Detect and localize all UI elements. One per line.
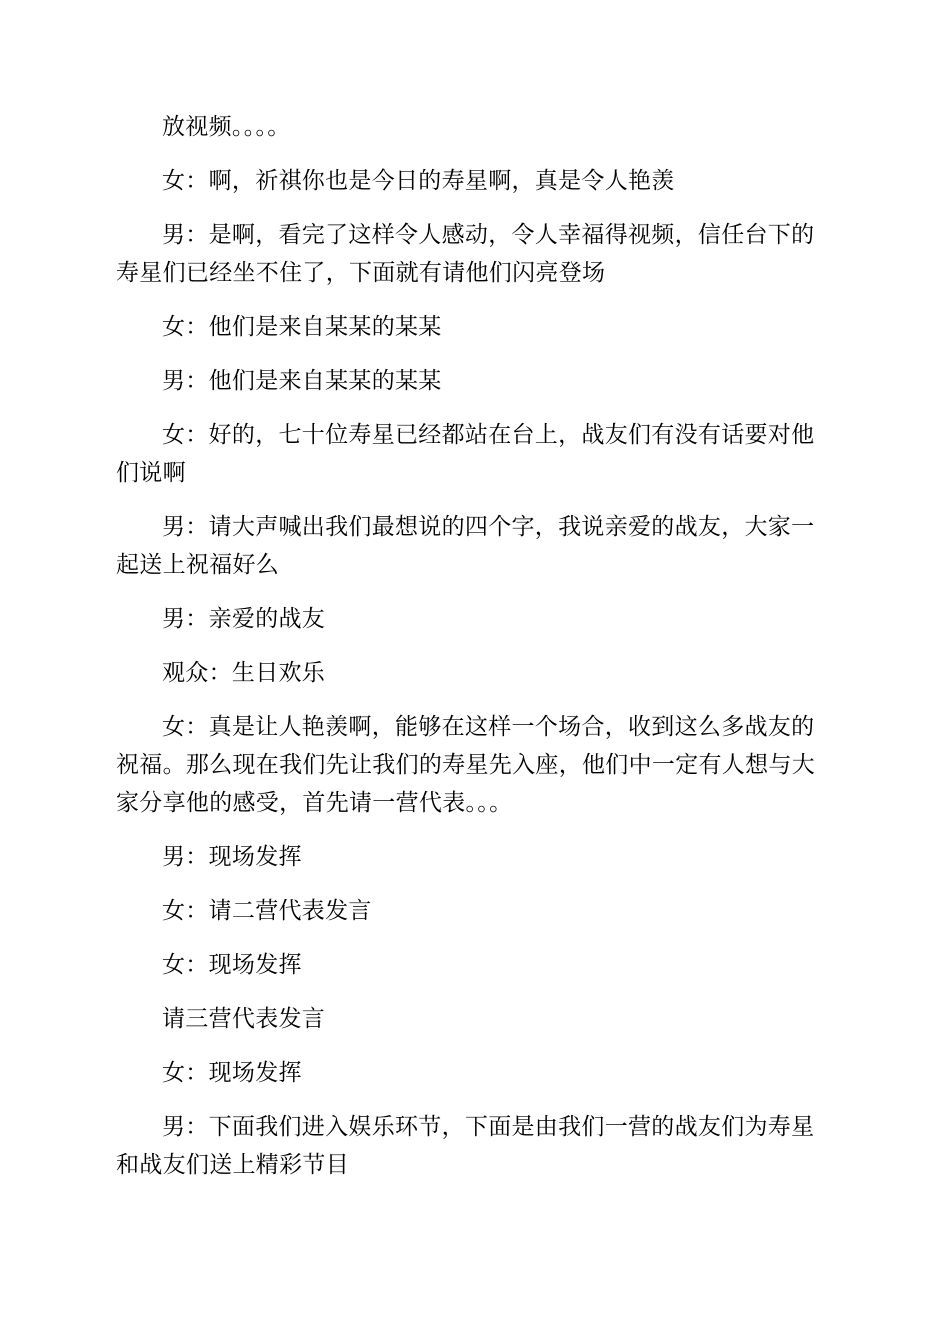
paragraph: 男：亲爱的战友 [162,606,326,632]
paragraph: 男：他们是来自某某的某某 [162,368,442,394]
paragraph: 女：真是让人艳羡啊，能够在这样一个场合，收到这么多战友的祝福。那么现在我们先让我们的寿星先入座，他们中一定有人想与大家分享他的感受，首先请一营代表。。。 [116,714,815,816]
paragraph: 请三营代表发言 [162,1006,326,1032]
paragraph: 男：现场发挥 [162,844,302,870]
paragraph: 女：好的，七十位寿星已经都站在台上，战友们有没有话要对他们说啊 [116,422,815,486]
paragraph: 男：是啊，看完了这样令人感动，令人幸福得视频，信任台下的寿星们已经坐不住了，下面就有请他们闪亮登场 [116,222,815,286]
paragraph: 女：请二营代表发言 [162,898,372,924]
paragraph: 女：现场发挥 [162,952,302,978]
paragraph: 女：啊，祈祺你也是今日的寿星啊，真是令人艳羡 [162,168,675,194]
paragraph: 女：他们是来自某某的某某 [162,314,442,340]
paragraph: 女：现场发挥 [162,1060,302,1086]
paragraph: 男：请大声喊出我们最想说的四个字，我说亲爱的战友，大家一起送上祝福好么 [116,514,815,578]
document-body [116,108,836,1200]
paragraph: 观众：生日欢乐 [162,660,326,686]
paragraph: 放视频。。。。 [162,114,291,140]
paragraph: 男：下面我们进入娱乐环节，下面是由我们一营的战友们为寿星和战友们送上精彩节目 [116,1114,815,1178]
